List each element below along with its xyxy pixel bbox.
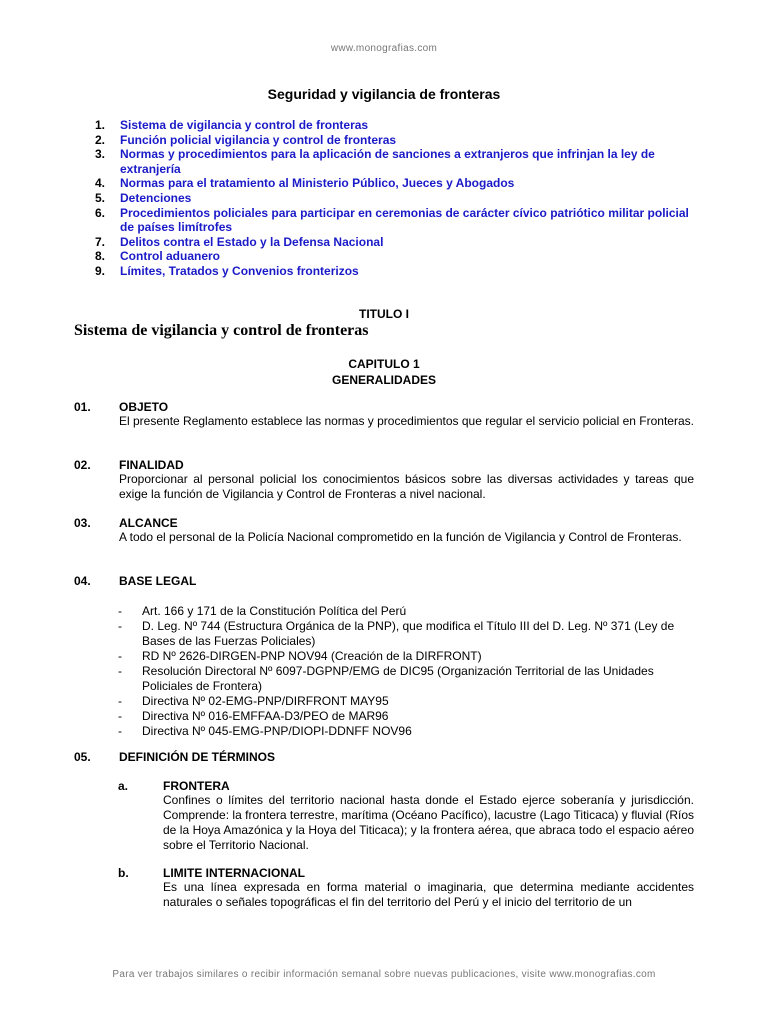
definition-heading: FRONTERA (163, 779, 230, 793)
bullet-dash: - (118, 619, 122, 633)
toc-number: 4. (95, 176, 106, 191)
toc-link[interactable]: Normas y procedimientos para la aplicación de sanciones a extranjeros que infrinjan la ley de extranjería (120, 147, 655, 176)
toc-link[interactable]: Detenciones (120, 190, 192, 205)
item-number: 05. (74, 750, 91, 764)
item-number: 02. (74, 458, 91, 472)
toc-item[interactable] (95, 235, 700, 250)
table-of-contents (95, 118, 700, 279)
definition-body: Confines o límites del territorio nacional hasta donde el Estado ejerce soberanía y jurisdicción. Comprende: la frontera terrestre, marítima (Océano Pacífico), lacustre (Lago Titicaca) y fluvial (Ríos de la Hoya Amazónica y la Hoya del Titicaca); y la frontera aérea, que abraca todo el espacio aéreo sobre el Territorio Nacional. (163, 793, 694, 852)
toc-item[interactable] (95, 176, 700, 191)
section-title: Sistema de vigilancia y control de fronteras (74, 322, 369, 339)
item-heading: DEFINICIÓN DE TÉRMINOS (119, 750, 276, 764)
item-heading: ALCANCE (119, 516, 178, 530)
toc-number: 1. (95, 118, 106, 132)
toc-link[interactable]: Normas para el tratamiento al Ministerio Público, Jueces y Abogados (120, 176, 515, 191)
definition-letter: b. (118, 866, 129, 880)
list-item-text: Resolución Directoral Nº 6097-DGPNP/EMG de DIC95 (Organización Territorial de las Unidades Policiales de Frontera) (142, 664, 654, 693)
footer-text[interactable]: Para ver trabajos similares o recibir información semanal sobre nuevas publicaciones, visite www.monografias.com (112, 969, 656, 980)
item-number: 03. (74, 516, 91, 530)
toc-number: 6. (95, 205, 106, 220)
item-body: A todo el personal de la Policía Nacional comprometido en la función de Vigilancia y Control de Fronteras. (119, 530, 682, 544)
list-item-text: Directiva Nº 045-EMG-PNP/DIOPI-DDNFF NOV96 (142, 724, 412, 738)
bullet-dash: - (118, 604, 122, 618)
item-heading: OBJETO (119, 400, 169, 414)
titulo-heading: TITULO I (359, 307, 409, 321)
chapter-subtitle: GENERALIDADES (331, 373, 436, 387)
toc-link[interactable]: Límites, Tratados y Convenios fronterizos (120, 263, 359, 278)
header-url[interactable]: www.monografias.com (330, 43, 438, 54)
bullet-dash: - (118, 694, 122, 708)
toc-item[interactable] (95, 133, 700, 148)
toc-number: 9. (95, 263, 106, 278)
toc-link[interactable]: Función policial vigilancia y control de fronteras (120, 132, 397, 147)
list-item (118, 664, 698, 694)
toc-number: 2. (95, 132, 106, 147)
toc-link[interactable]: Delitos contra el Estado y la Defensa Nacional (120, 234, 384, 249)
list-item (118, 619, 698, 649)
list-item-text: RD Nº 2626-DIRGEN-PNP NOV94 (Creación de la DIRFRONT) (142, 649, 482, 663)
toc-number: 8. (95, 249, 106, 264)
list-item-text: D. Leg. Nº 744 (Estructura Orgánica de la PNP), que modifica el Título III del D. Leg. Nº 371 (Ley de Bases de las Fuerzas Policiales) (142, 619, 675, 648)
list-item (118, 649, 698, 664)
item-number: 04. (74, 574, 91, 588)
list-item-text: Directiva Nº 016-EMFFAA-D3/PEO de MAR96 (142, 709, 389, 723)
list-item (118, 709, 698, 724)
chapter-heading (0, 356, 768, 388)
bullet-dash: - (118, 649, 122, 663)
toc-item[interactable] (95, 249, 700, 264)
definition-body: Es una línea expresada en forma material o imaginaria, que determina mediante accidentes naturales o señales topográficas el fin del territorio del Perú y el inicio del territorio de un (163, 880, 694, 909)
toc-number: 5. (95, 190, 106, 205)
list-item (118, 604, 698, 619)
list-item-text: Directiva Nº 02-EMG-PNP/DIRFRONT MAY95 (142, 694, 389, 708)
toc-number: 3. (95, 147, 106, 162)
toc-item[interactable] (95, 206, 700, 235)
toc-number: 7. (95, 234, 106, 249)
toc-item[interactable] (95, 147, 700, 176)
toc-item[interactable] (95, 118, 700, 133)
item-body: Proporcionar al personal policial los conocimientos básicos sobre las diversas actividades y tareas que exige la función de Vigilancia y Control de Fronteras a nivel nacional. (119, 472, 694, 501)
bullet-dash: - (118, 724, 122, 738)
chapter-number: CAPITULO 1 (348, 357, 420, 371)
base-legal-list (118, 604, 698, 739)
definition-heading: LIMITE INTERNACIONAL (163, 866, 305, 880)
toc-link[interactable]: Procedimientos policiales para participar en ceremonias de carácter cívico patriótico militar policial de países limítrofes (120, 205, 689, 235)
toc-item[interactable] (95, 264, 700, 279)
toc-link[interactable]: Sistema de vigilancia y control de fronteras (120, 118, 369, 132)
bullet-dash: - (118, 709, 122, 723)
bullet-dash: - (118, 664, 122, 678)
toc-link[interactable]: Control aduanero (120, 249, 221, 264)
document-title: Seguridad y vigilancia de fronteras (267, 86, 501, 102)
item-body: El presente Reglamento establece las normas y procedimientos que regular el servicio policial en Fronteras. (119, 414, 694, 428)
definition-letter: a. (118, 779, 129, 793)
item-number: 01. (74, 400, 91, 414)
toc-item[interactable] (95, 191, 700, 206)
list-item (118, 724, 698, 739)
item-heading: FINALIDAD (119, 458, 184, 472)
list-item-text: Art. 166 y 171 de la Constitución Política del Perú (142, 604, 407, 618)
item-heading: BASE LEGAL (119, 574, 197, 588)
list-item (118, 694, 698, 709)
